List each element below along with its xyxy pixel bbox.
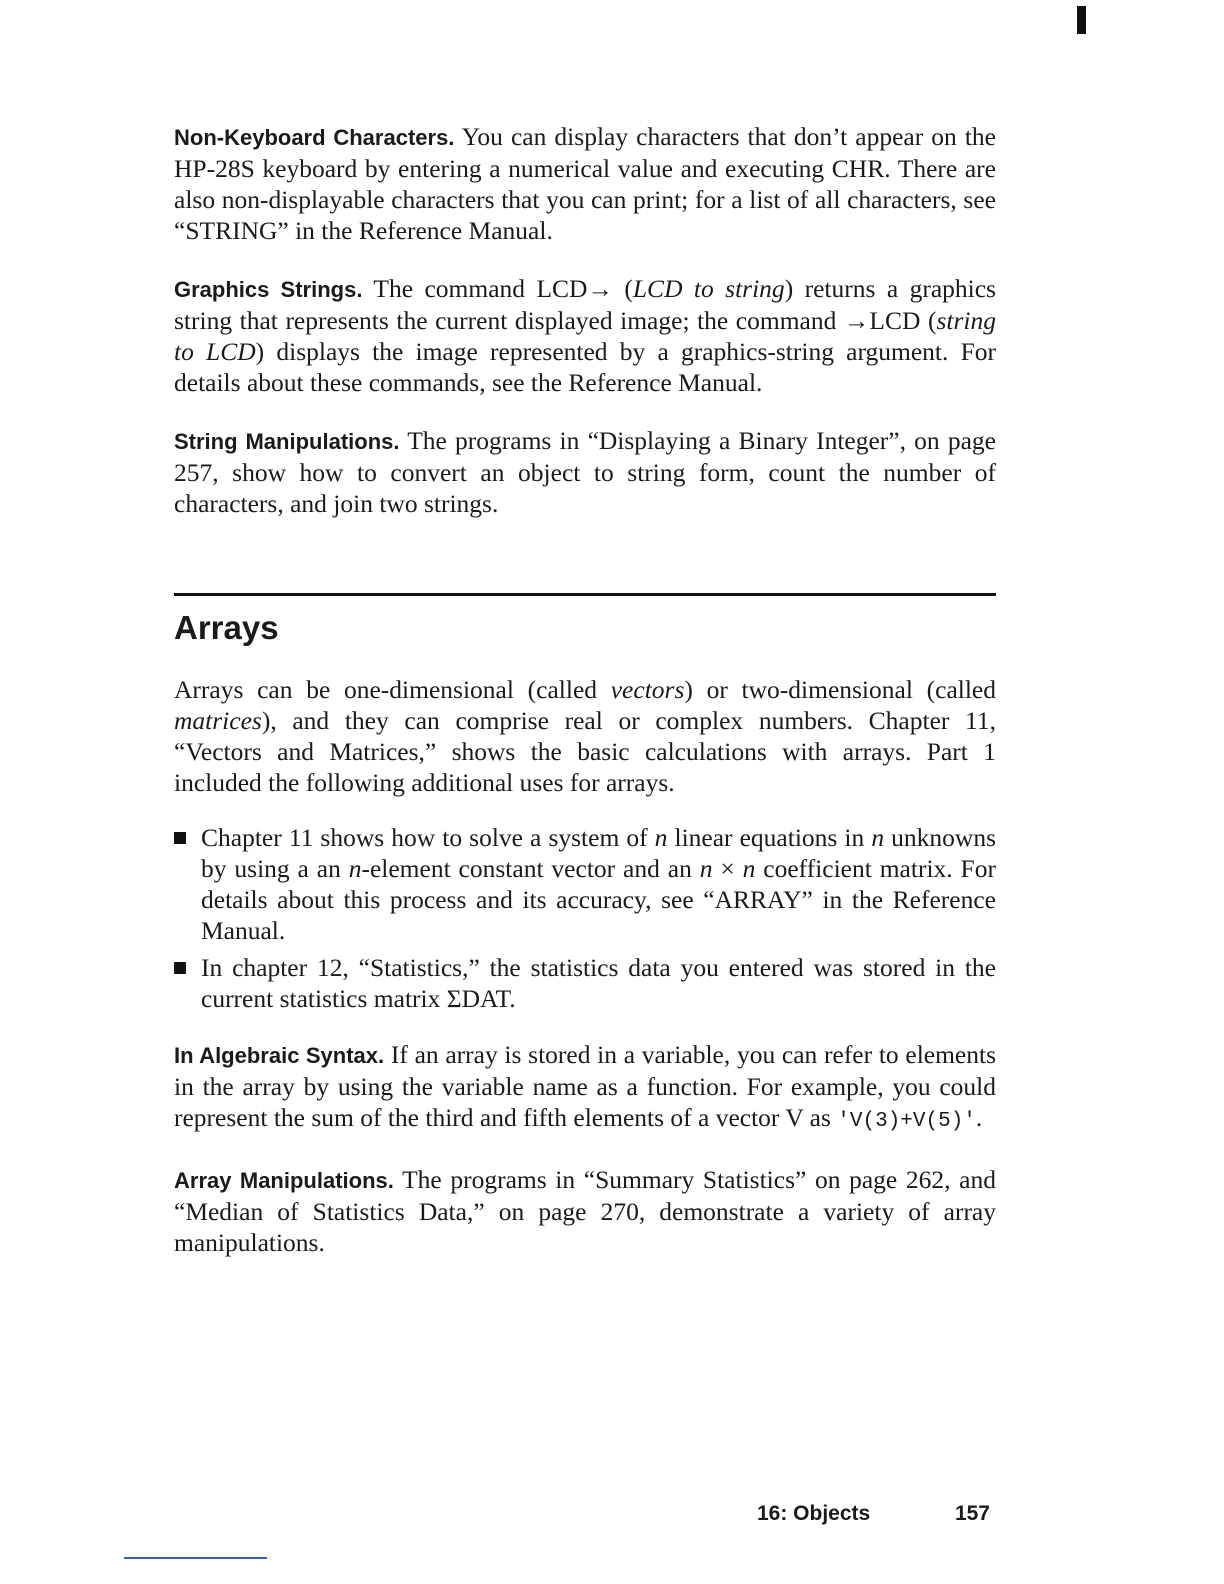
paragraph-text: Arrays can be one-dimensional (called — [174, 675, 611, 704]
paragraph-array-manipulations — [174, 1164, 996, 1258]
run-in-heading: String Manipulations. — [174, 429, 400, 454]
italic-term: vectors — [610, 675, 685, 704]
run-in-heading: Non-Keyboard Characters. — [174, 125, 455, 150]
square-bullet-icon — [174, 832, 186, 844]
italic-term: string to LCD — [174, 306, 996, 366]
chapter-label: 16: Objects — [757, 1502, 871, 1525]
page-number: 157 — [954, 1502, 990, 1525]
thumb-index-mark — [1077, 6, 1086, 34]
paragraph-text: ) returns a graphics string that represents the current displayed image; the command →LCD ( — [174, 274, 996, 335]
list-item: Chapter 11 shows how to solve a system of n linear equations in n unknowns by using a an n-element constant vector and an n × n coefficient matrix. For details about this process and its accuracy, see “ARRAY” in the Reference Manual. — [174, 822, 996, 946]
bullet-list — [174, 822, 996, 1014]
list-item: In chapter 12, “Statistics,” the statistics data you entered was stored in the current statistics matrix ΣDAT. — [174, 952, 996, 1014]
paragraph-text: You can display characters that don’t appear on the HP-28S keyboard by entering a numerical value and executing CHR. There are also non-displayable characters that you can print; for a list of all characters, see “STRING” in the Reference Manual. — [174, 122, 996, 245]
paragraph-text: ) or two-dimensional (called — [684, 675, 996, 704]
page-content — [174, 121, 996, 1258]
paragraph-text: ) displays the image represented by a graphics-string argument. For details about these commands, see the Reference Manual. — [174, 337, 996, 397]
paragraph-text: The command LCD→ ( — [373, 274, 633, 303]
square-bullet-icon — [174, 962, 186, 974]
run-in-heading: Graphics Strings. — [174, 277, 363, 302]
code-example: 'V(3)+V(5)' — [837, 1110, 976, 1133]
italic-term: matrices — [174, 706, 262, 735]
paragraph-arrays-intro — [174, 674, 996, 798]
paragraph-text: If an array is stored in a variable, you can refer to elements in the array by using the variable name as a function. For example, you could represent the sum of the third and fifth elements of a vector V as — [174, 1040, 997, 1132]
section-divider — [174, 593, 996, 596]
paragraph-string-manipulations — [174, 425, 996, 519]
page-footer — [757, 1502, 990, 1526]
paragraph-algebraic-syntax: In Algebraic Syntax. If an array is stored in a variable, you can refer to elements in the array by using the variable name as a function. For example, you could represent the sum of the third and fifth elements of a vector V as 'V(3)+V(5)'. — [174, 1040, 997, 1133]
paragraph-text: ), and they can comprise real or complex numbers. Chapter 11, “Vectors and Matrices,” shows the basic calculations with arrays. Part 1 included the following additional uses for arrays. — [174, 706, 996, 797]
paragraph-text: The programs in “Displaying a Binary Integer”, on page 257, show how to convert an object to string form, count the number of characters, and join two strings. — [174, 426, 996, 518]
section-title: Arrays — [174, 609, 279, 646]
run-in-heading: Array Manipulations. — [174, 1168, 394, 1193]
footer-rule — [124, 1557, 267, 1559]
paragraph-text: The programs in “Summary Statistics” on page 262, and “Median of Statistics Data,” on page 270, demonstrate a variety of array manipulations. — [174, 1165, 996, 1257]
paragraph-graphics-strings — [174, 273, 996, 398]
italic-term: LCD to string — [632, 274, 785, 303]
paragraph-non-keyboard-characters — [174, 121, 996, 246]
run-in-heading: In Algebraic Syntax. — [174, 1043, 385, 1068]
